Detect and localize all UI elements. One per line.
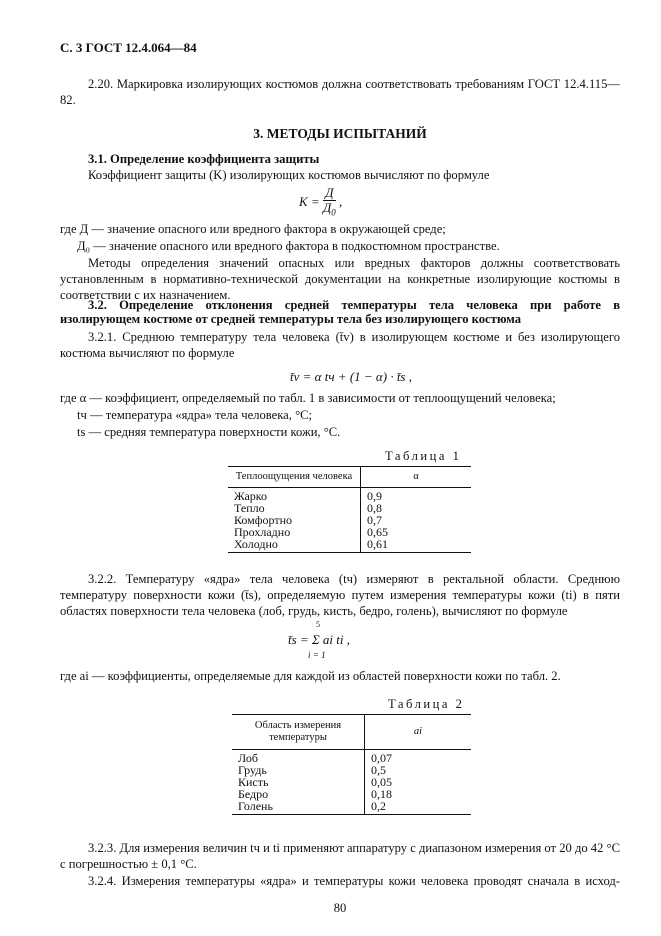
table-2 — [232, 714, 471, 815]
where-ts: ts — средняя температура поверхности кожи, °С. — [77, 425, 341, 439]
table-1-header: Теплоощущения человека — [228, 467, 361, 488]
subsection-3-1-intro: Коэффициент защиты (K) изолирующих костюмов вычисляют по формуле — [88, 168, 490, 182]
table-row — [232, 800, 471, 815]
paragraph-3-2-1: 3.2.1. Среднюю температуру тела человека (t̄v) в изолирующем костюме и без изолирующего костюма вычисляют по формуле — [60, 330, 620, 360]
sum-lower: i = 1 — [308, 650, 326, 660]
den-sub: 0 — [331, 207, 336, 218]
paragraph-2-20: 2.20. Маркировка изолирующих костюмов должна соответствовать требованиям ГОСТ 12.4.115—82. — [60, 77, 620, 107]
table-2-header: ai — [365, 715, 472, 750]
subsection-3-1-title: 3.1. Определение коэффициента защиты — [88, 152, 320, 166]
cell: Кисть — [232, 776, 365, 788]
formula-denominator — [323, 201, 336, 220]
cell: 0,8 — [367, 501, 382, 515]
formula-lhs: K = — [299, 193, 320, 209]
cell: Тепло — [228, 502, 361, 514]
where-d: где Д — значение опасного или вредного фактора в окружающей среде; — [60, 222, 446, 236]
table-2-header: Область измерения температуры — [232, 715, 365, 750]
table-row — [228, 488, 471, 503]
where-alpha: где α — коэффициент, определяемый по табл. 1 в зависимости от теплоощущений человека; — [60, 391, 556, 405]
subsection-3-2-title: 3.2. Определение отклонения средней температуры тела человека при работе в изолирующем костюме от средней температуры тела без изолирующего костюма — [60, 298, 620, 326]
cell: Холодно — [228, 538, 361, 553]
cell: 0,5 — [371, 763, 386, 777]
cell: 0,18 — [371, 787, 392, 801]
where-ai: где ai — коэффициенты, определяемые для каждой из областей поверхности кожи по табл. 2. — [60, 669, 561, 683]
where-tch: tч — температура «ядра» тела человека, °С; — [77, 408, 313, 422]
page-number: 80 — [333, 901, 347, 915]
cell: Лоб — [232, 750, 365, 765]
cell: 0,05 — [371, 775, 392, 789]
table-2-caption: Таблица 2 — [388, 697, 465, 711]
cell: Комфортно — [228, 514, 361, 526]
cell: Грудь — [232, 764, 365, 776]
table-row — [232, 750, 471, 765]
cell: Голень — [232, 800, 365, 815]
formula-fraction — [323, 186, 336, 220]
page-header: С. 3 ГОСТ 12.4.064—84 — [60, 40, 197, 55]
cell: 0,07 — [371, 751, 392, 765]
table-1 — [228, 466, 471, 553]
cell: 0,65 — [367, 525, 388, 539]
cell: Жарко — [228, 488, 361, 503]
formula-numerator: Д — [323, 186, 336, 201]
cell: 0,9 — [367, 489, 382, 503]
paragraph-3-2-3: 3.2.3. Для измерения величин tч и ti применяют аппаратуру с диапазоном измерения от 20 до 42 °С с погрешностью ± 0,1 °С. — [60, 841, 620, 871]
table-row — [228, 538, 471, 553]
cell: 0,7 — [367, 513, 382, 527]
section-title: 3. МЕТОДЫ ИСПЫТАНИЙ — [253, 126, 427, 141]
cell: 0,2 — [365, 800, 472, 815]
sum-upper: 5 — [316, 620, 320, 629]
table-1-caption: Таблица 1 — [385, 449, 462, 463]
methods-paragraph: Методы определения значений опасных или вредных факторов должны соответствовать установленным в нормативно-технической документации на конкретные изолирующие костюмы в соответствии с их назначением. — [60, 256, 620, 302]
formula-tv: t̄v = α tч + (1 − α) · t̄s , — [290, 369, 412, 384]
paragraph-3-2-2: 3.2.2. Температуру «ядра» тела человека (tч) измеряют в ректальной области. Среднюю температуру поверхности кожи (t̄s), определяемую путем измерения температуры кожи (ti) в пяти областях поверхности тела человека (лоб, грудь, кисть, бедро, голень), вычисляют по формуле — [60, 572, 620, 618]
table-1-header: α — [361, 467, 472, 488]
den-text: Д — [322, 200, 332, 215]
paragraph-3-2-4: 3.2.4. Измерения температуры «ядра» и температуры кожи человека проводят сначала в исход- — [88, 874, 620, 888]
cell: 0,61 — [361, 538, 472, 553]
cell: Прохладно — [228, 526, 361, 538]
formula-k: K = $\frac{Д}{Д_0}$ , — [299, 185, 343, 218]
where-d0: Д₀ — значение опасного или вредного фактора в подкостюмном пространстве. — [77, 239, 500, 253]
formula-ts: t̄s = Σ ai ti , — [288, 632, 351, 647]
cell: Бедро — [232, 788, 365, 800]
